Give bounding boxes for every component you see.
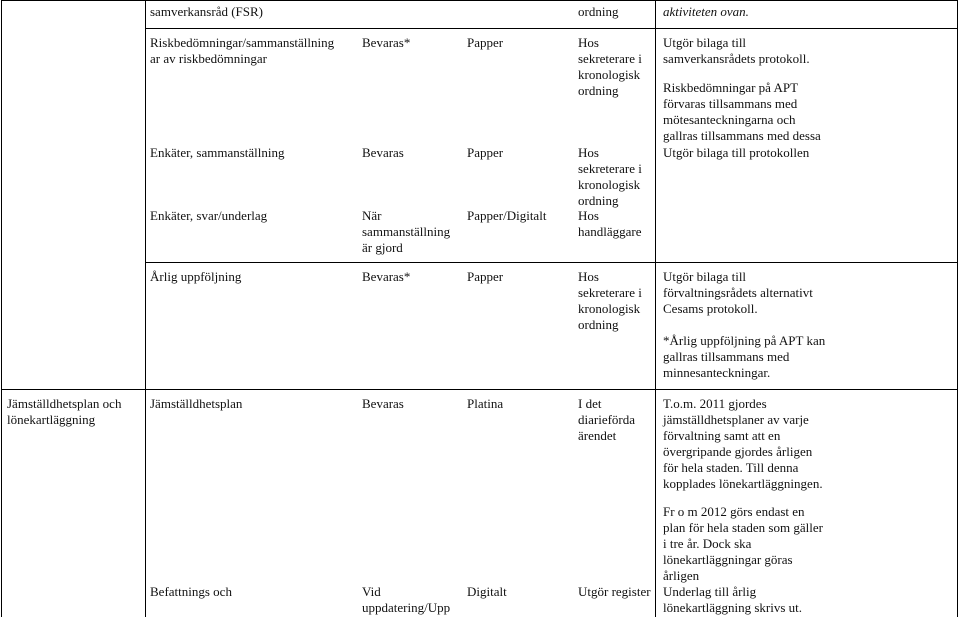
note-befattnings: Underlag till årlig lönekartläggning skrivs ut. — [663, 584, 803, 615]
doc-befattnings: Befattnings och — [150, 584, 232, 599]
note-jamstalldhet-2012: Fr o m 2012 görs endast en plan för hela staden som gäller i tre år. Dock ska lönekartläggningar göras årligen — [663, 504, 823, 583]
doc-riskbedomningar: Riskbedömningar/sammanställning ar av riskbedömningar — [150, 35, 335, 66]
location-enkater-underlag: Hos handläggare — [578, 208, 642, 239]
retention-enkater-sammanstallning: Bevaras — [362, 145, 404, 160]
note-risk-bilaga: Utgör bilaga till samverkansrådets protokoll. — [663, 35, 810, 66]
category-samverkansrad: samverkansråd (FSR) — [150, 4, 264, 19]
border-right — [957, 0, 958, 617]
border-left — [1, 0, 2, 617]
note-arlig-bilaga: Utgör bilaga till förvaltningsrådets alternativt Cesams protokoll. — [663, 269, 813, 316]
note-arlig-apt: *Årlig uppföljning på APT kan gallras tillsammans med minnesanteckningar. — [663, 333, 826, 380]
note-risk-apt: Riskbedömningar på APT förvaras tillsammans med mötesanteckningarna och gallras tillsammans med dessa — [663, 80, 821, 143]
medium-jamstalldhetsplan: Platina — [467, 396, 504, 411]
medium-enkater-sammanstallning: Papper — [467, 145, 504, 160]
row-divider-2 — [145, 262, 958, 263]
retention-jamstalldhetsplan: Bevaras — [362, 396, 404, 411]
medium-befattnings: Digitalt — [467, 584, 507, 599]
location-befattnings: Utgör register — [578, 584, 651, 599]
doc-enkater-sammanstallning: Enkäter, sammanställning — [150, 145, 285, 160]
row-divider-1 — [145, 28, 958, 29]
category-jamstalldhet: Jämställdhetsplan och lönekartläggning — [7, 396, 122, 427]
storage-ordning: ordning — [578, 4, 619, 19]
retention-arlig-uppfoljning: Bevaras* — [362, 269, 411, 284]
note-enkater-sammanstallning: Utgör bilaga till protokollen — [663, 145, 810, 160]
doc-jamstalldhetsplan: Jämställdhetsplan — [150, 396, 243, 411]
retention-befattnings: Vid uppdatering/Upp — [362, 584, 451, 615]
row-divider-3 — [1, 389, 958, 390]
location-arlig-uppfoljning: Hos sekreterare i kronologisk ordning — [578, 269, 642, 332]
retention-risk: Bevaras* — [362, 35, 411, 50]
divider-category-column — [145, 0, 146, 617]
note-jamstalldhet-2011: T.o.m. 2011 gjordes jämställdhetsplaner av varje förvaltning samt att en övergripande gjordes årligen för hela staden. Till denna kopplades lönekartläggningen. — [663, 396, 823, 491]
doc-enkater-underlag: Enkäter, svar/underlag — [150, 208, 268, 223]
doc-arlig-uppfoljning: Årlig uppföljning — [150, 269, 242, 284]
divider-notes-column — [655, 0, 656, 617]
location-jamstalldhetsplan: I det diarieförda ärendet — [578, 396, 636, 443]
medium-enkater-underlag: Papper/Digitalt — [467, 208, 547, 223]
medium-arlig-uppfoljning: Papper — [467, 269, 504, 284]
note-aktiviteten: aktiviteten ovan. — [663, 4, 749, 19]
location-risk: Hos sekreterare i kronologisk ordning — [578, 35, 642, 98]
retention-enkater-underlag: När sammanställning är gjord — [362, 208, 451, 255]
location-enkater-sammanstallning: Hos sekreterare i kronologisk ordning — [578, 145, 642, 208]
medium-risk: Papper — [467, 35, 504, 50]
